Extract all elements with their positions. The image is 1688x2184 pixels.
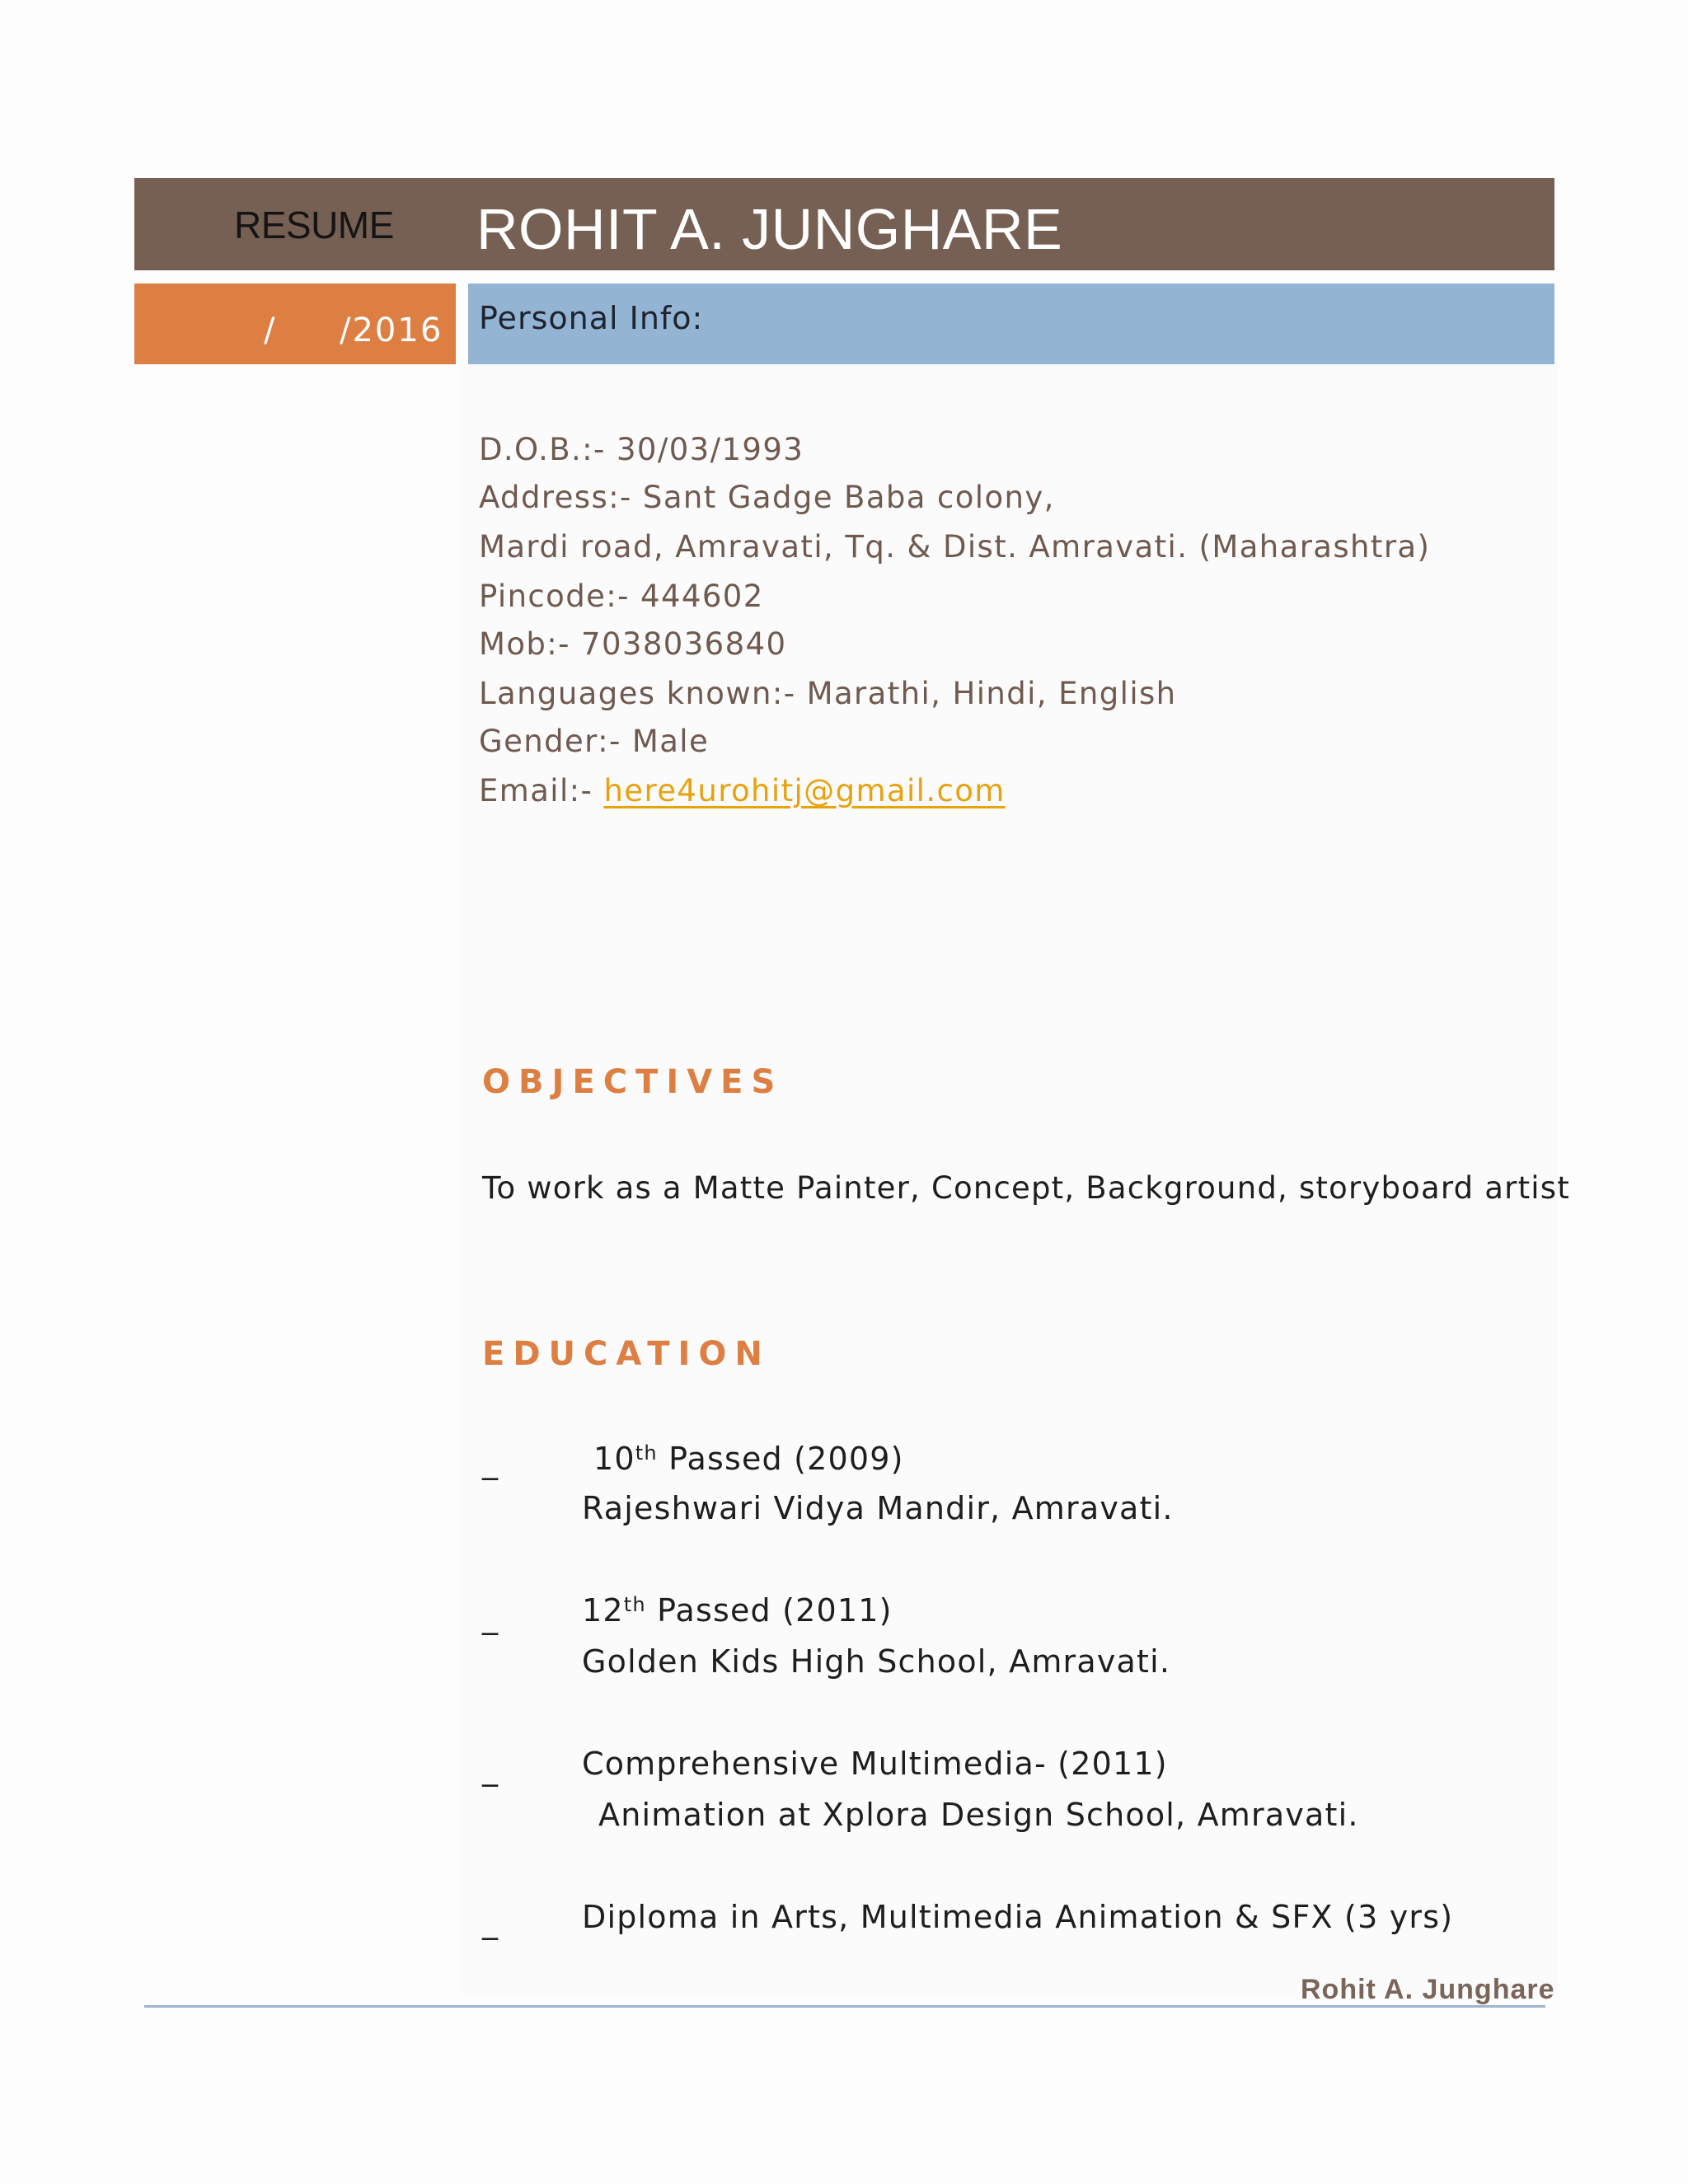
education-item-title: 10th Passed (2009) [593, 1441, 904, 1477]
footer-name: Rohit A. Junghare [1301, 1974, 1555, 2005]
mobile-line: Mob:- 7038036840 [479, 626, 787, 662]
email-line [479, 773, 1006, 808]
pincode-line: Pincode:- 444602 [479, 579, 764, 614]
bullet: _ [482, 1750, 498, 1787]
education-heading: EDUCATION [482, 1335, 771, 1373]
bullet: _ [482, 1904, 498, 1940]
personal-info-heading: Personal Info: [479, 300, 704, 336]
education-item-title: Diploma in Arts, Multimedia Animation & SFX (3 yrs) [582, 1899, 1454, 1935]
address-line: Address:- Sant Gadge Baba colony, [479, 480, 1055, 515]
education-item-title: Comprehensive Multimedia- (2011) [582, 1746, 1168, 1782]
education-item-title: 12th Passed (2011) [582, 1592, 893, 1629]
date-year: /2016 [340, 312, 443, 349]
education-item-detail: Rajeshwari Vidya Mandir, Amravati. [582, 1490, 1174, 1526]
education-item-detail: Animation at Xplora Design School, Amravati. [598, 1797, 1359, 1833]
objectives-heading: OBJECTIVES [482, 1063, 784, 1101]
bullet: _ [482, 1444, 498, 1480]
resume-label: RESUME [234, 204, 394, 246]
footer-divider [144, 2005, 1545, 2008]
email-link[interactable]: here4urohitj@gmail.com [603, 773, 1006, 808]
education-item-detail: Golden Kids High School, Amravati. [582, 1643, 1171, 1680]
dob-line: D.O.B.:- 30/03/1993 [479, 432, 804, 467]
gender-line: Gender:- Male [479, 724, 710, 759]
email-label: Email:- [479, 773, 593, 808]
bullet: _ [482, 1599, 498, 1635]
address-line-2: Mardi road, Amravati, Tq. & Dist. Amravati. (Maharashtra) [479, 529, 1431, 565]
candidate-name: ROHIT A. JUNGHARE [476, 197, 1063, 261]
date-slash: / [264, 312, 275, 349]
objective-text: To work as a Matte Painter, Concept, Background, storyboard artist [482, 1170, 1570, 1206]
languages-line: Languages known:- Marathi, Hindi, English [479, 676, 1177, 711]
